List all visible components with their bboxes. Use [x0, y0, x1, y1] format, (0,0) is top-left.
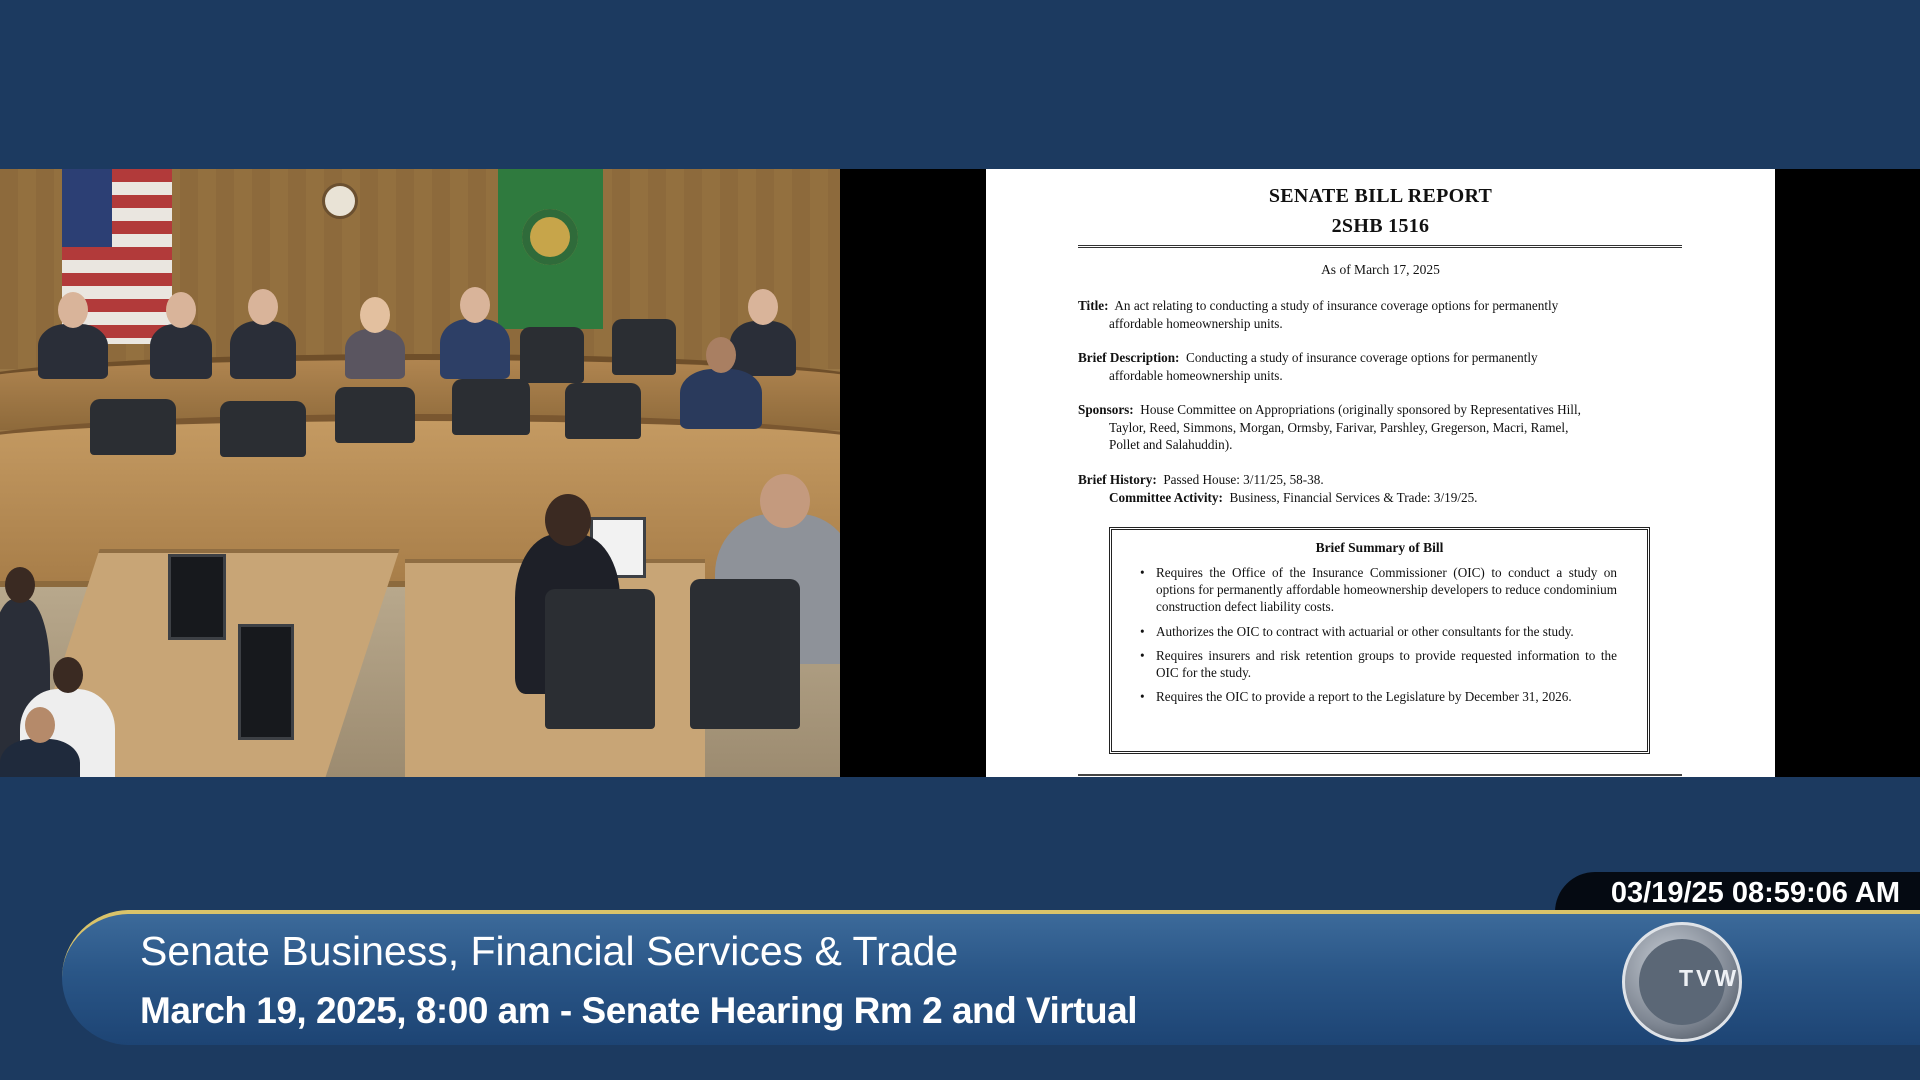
chair	[220, 401, 306, 457]
program-title: Senate Business, Financial Services & Trade	[140, 928, 959, 974]
wall-clock-icon	[322, 183, 358, 219]
title-text-2: affordable homeownership units.	[1109, 315, 1283, 331]
sponsors-text-1: House Committee on Appropriations (originally sponsored by Representatives Hill,	[1140, 402, 1581, 417]
bill-report-page	[986, 169, 1775, 777]
senator-figure	[230, 321, 296, 379]
title-label: Title:	[1078, 298, 1109, 313]
as-of-date: As of March 17, 2025	[1321, 262, 1440, 277]
hearing-room-video	[0, 169, 840, 777]
brief-history-label: Brief History:	[1078, 472, 1157, 487]
brief-description-text-2: affordable homeownership units.	[1109, 367, 1283, 383]
chair	[90, 399, 176, 455]
senator-figure	[38, 324, 108, 379]
program-subtitle: March 19, 2025, 8:00 am - Senate Hearing Rm 2 and Virtual	[140, 990, 1137, 1031]
computer-monitor	[238, 624, 294, 740]
title-section	[1078, 297, 1682, 332]
chair	[690, 579, 800, 729]
senator-figure	[730, 321, 796, 376]
committee-activity-text: Business, Financial Services & Trade: 3/19/25.	[1229, 489, 1478, 505]
sponsors-text-3: Pollet and Salahuddin).	[1109, 437, 1233, 452]
brief-history-text: Passed House: 3/11/25, 58-38.	[1163, 472, 1324, 487]
committee-activity-label: Committee Activity:	[1109, 489, 1223, 505]
chair	[335, 387, 415, 443]
summary-bullet: • Requires the Office of the Insurance Commissioner (OIC) to conduct a study on options for permanently affordable homeownership developers to reduce condominium construction defect liability costs.	[1140, 564, 1617, 616]
summary-bullet: • Requires insurers and risk retention groups to provide requested information to the OIC for the study.	[1140, 647, 1617, 681]
heading-rule	[1078, 245, 1682, 248]
computer-monitor	[168, 554, 226, 640]
brief-description-label: Brief Description:	[1078, 350, 1180, 365]
broadcast-timestamp: 03/19/25 08:59:06 AM	[1555, 872, 1920, 914]
washington-state-flag	[498, 169, 603, 329]
chair	[545, 589, 655, 729]
brief-description-text-1: Conducting a study of insurance coverage options for permanently	[1186, 350, 1538, 365]
brief-description-section	[1078, 349, 1682, 384]
summary-bullet: • Authorizes the OIC to contract with actuarial or other consultants for the study.	[1140, 623, 1617, 640]
sponsors-text-2: Taylor, Reed, Simmons, Morgan, Ormsby, Farivar, Parshley, Gregerson, Macri, Ramel,	[1109, 419, 1569, 435]
document-panel	[840, 169, 1920, 777]
chair	[452, 379, 530, 435]
lower-third-banner	[62, 910, 1920, 1045]
senator-figure	[345, 329, 405, 379]
senator-figure	[150, 324, 212, 379]
brief-summary-box	[1109, 527, 1650, 754]
brief-history-section	[1078, 471, 1682, 506]
page-bottom-rule	[1078, 774, 1682, 776]
summary-bullet-list	[1112, 564, 1647, 705]
staff-figure	[680, 369, 762, 429]
summary-bullet: • Requires the OIC to provide a report to the Legislature by December 31, 2026.	[1140, 688, 1617, 705]
staff-figure	[0, 739, 80, 777]
senator-figure	[440, 319, 510, 379]
tvw-logo-text: TVW	[1679, 965, 1740, 991]
sponsors-section	[1078, 401, 1682, 454]
chair	[565, 383, 641, 439]
tvw-logo-icon	[1622, 922, 1742, 1042]
report-heading-title: SENATE BILL REPORT	[1268, 185, 1493, 207]
report-heading	[986, 181, 1775, 241]
report-heading-bill: 2SHB 1516	[1331, 215, 1430, 237]
title-text-1: An act relating to conducting a study of insurance coverage options for permanently	[1114, 298, 1559, 313]
sponsors-label: Sponsors:	[1078, 402, 1134, 417]
chair	[520, 327, 584, 383]
chair	[612, 319, 676, 375]
brief-summary-title: Brief Summary of Bill	[1315, 540, 1444, 555]
